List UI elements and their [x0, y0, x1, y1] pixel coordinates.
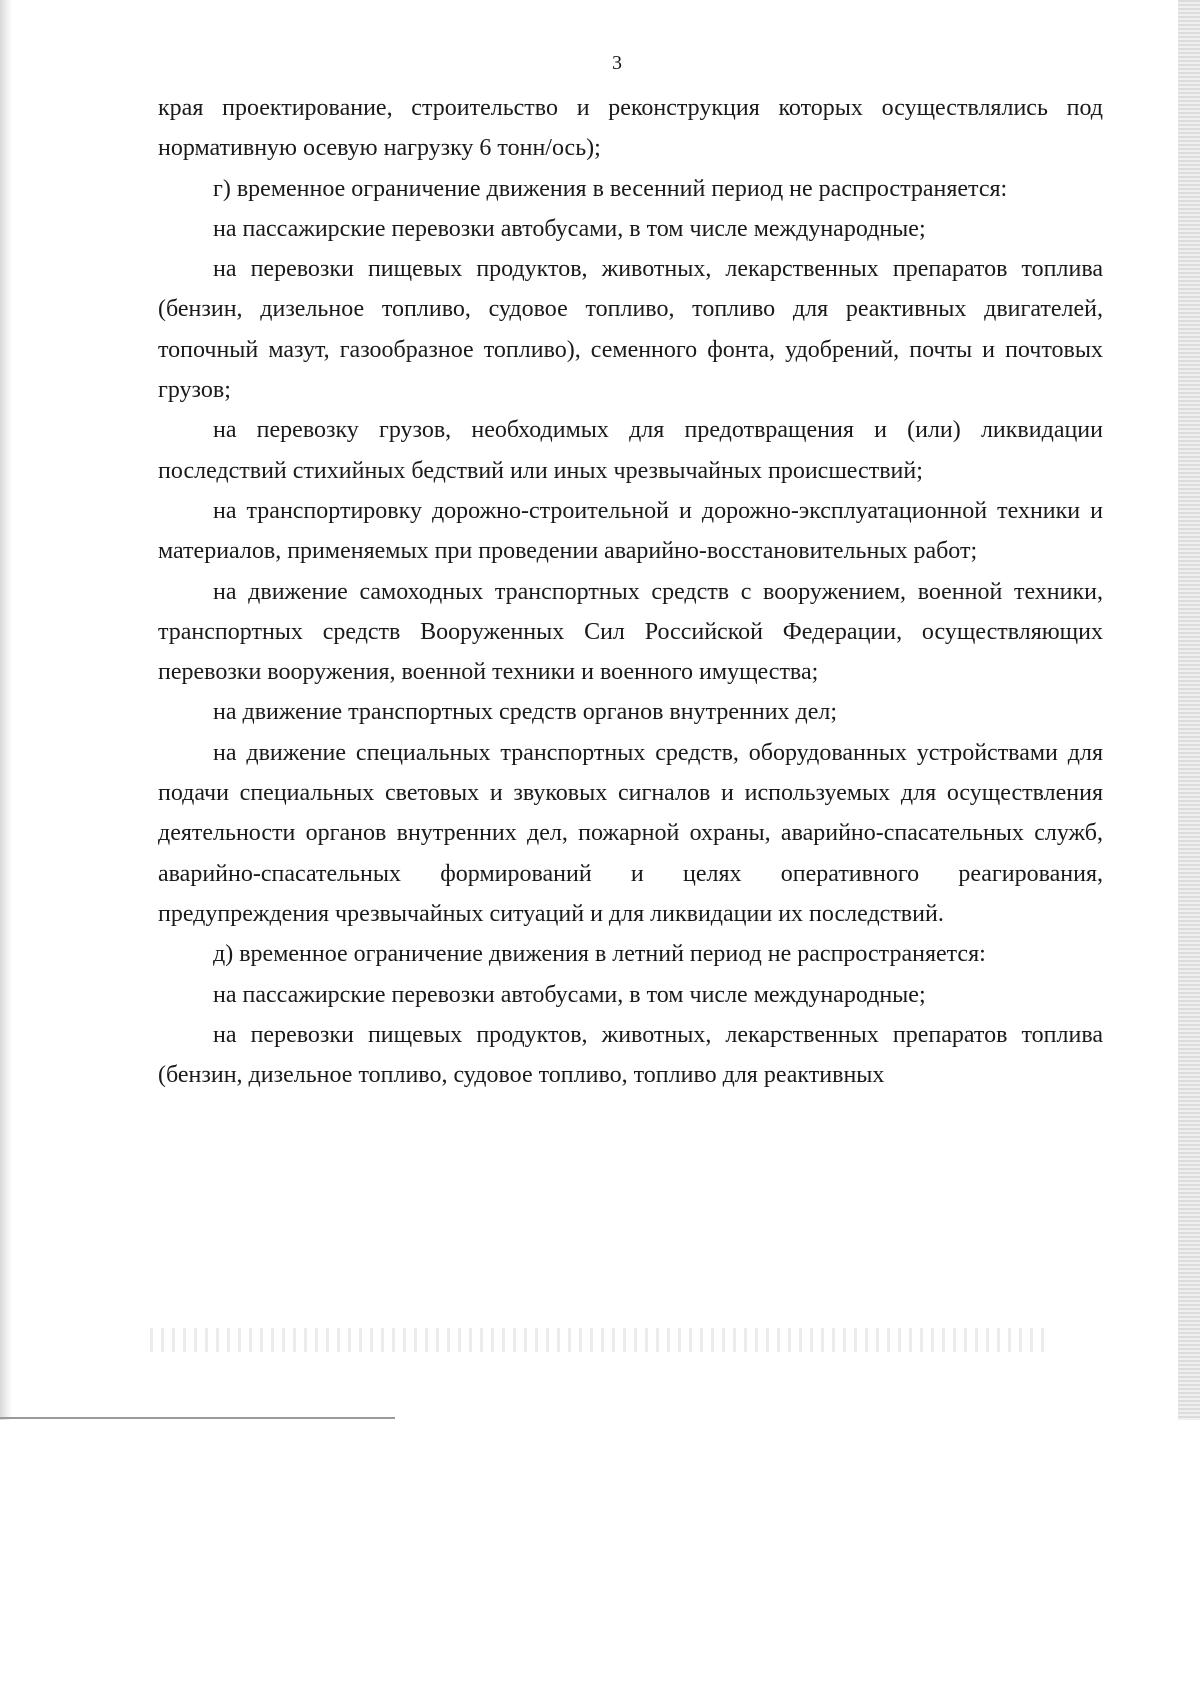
scan-noise: [150, 1328, 1050, 1352]
paragraph: д) временное ограничение движения в летний период не распространяется:: [213, 941, 986, 968]
paragraph: на пассажирские перевозки автобусами, в том числе международные;: [213, 215, 926, 242]
paragraph: на перевозку грузов, необходимых для предотвращения и (или) ликвидации последствий стихийных бедствий или иных чрезвычайных происшествий;: [158, 417, 1103, 484]
paragraph: на движение транспортных средств органов внутренних дел;: [213, 699, 838, 726]
paragraph: на перевозки пищевых продуктов, животных, лекарственных препаратов топлива (бензин, дизельное топливо, судовое топливо, топливо для реактивных двигателей, топочный мазут, газообразное топливо), семенного фонта, удобрений, почты и почтовых грузов;: [158, 256, 1103, 404]
scan-edge-right: [1178, 0, 1200, 1420]
paragraph: края проектирование, строительство и реконструкция которых осуществлялись под нормативную осевую нагрузку 6 тонн/ось);: [158, 95, 1103, 162]
paragraph: на пассажирские перевозки автобусами, в том числе международные;: [213, 981, 926, 1008]
page-number: 3: [612, 52, 622, 74]
paragraph: на транспортировку дорожно-строительной и дорожно-эксплуатационной техники и материалов, применяемых при проведении аварийно-восстановительных работ;: [158, 497, 1103, 565]
document-body: [158, 88, 1103, 1095]
footnote-rule: [0, 1417, 395, 1419]
paragraph: на движение специальных транспортных средств, оборудованных устройствами для подачи специальных световых и звуковых сигналов и используемых для осуществления деятельности органов внутренних дел, пожарной охраны, аварийно-спасательных служб, аварийно-спасательных формирований и целях оперативного реагирования, предупреждения чрезвычайных ситуаций и для ликвидации их последствий.: [158, 739, 1103, 927]
paragraph: на движение самоходных транспортных средств с вооружением, военной техники, транспортных средств Вооруженных Сил Российской Федерации, осуществляющих перевозки вооружения, военной техники и военного имущества;: [158, 578, 1103, 686]
paragraph: на перевозки пищевых продуктов, животных, лекарственных препаратов топлива (бензин, дизельное топливо, судовое топливо, топливо для реактивных: [158, 1021, 1103, 1089]
scan-edge-left: [0, 0, 12, 1420]
paragraph: г) временное ограничение движения в весенний период не распространяется:: [213, 175, 1008, 202]
